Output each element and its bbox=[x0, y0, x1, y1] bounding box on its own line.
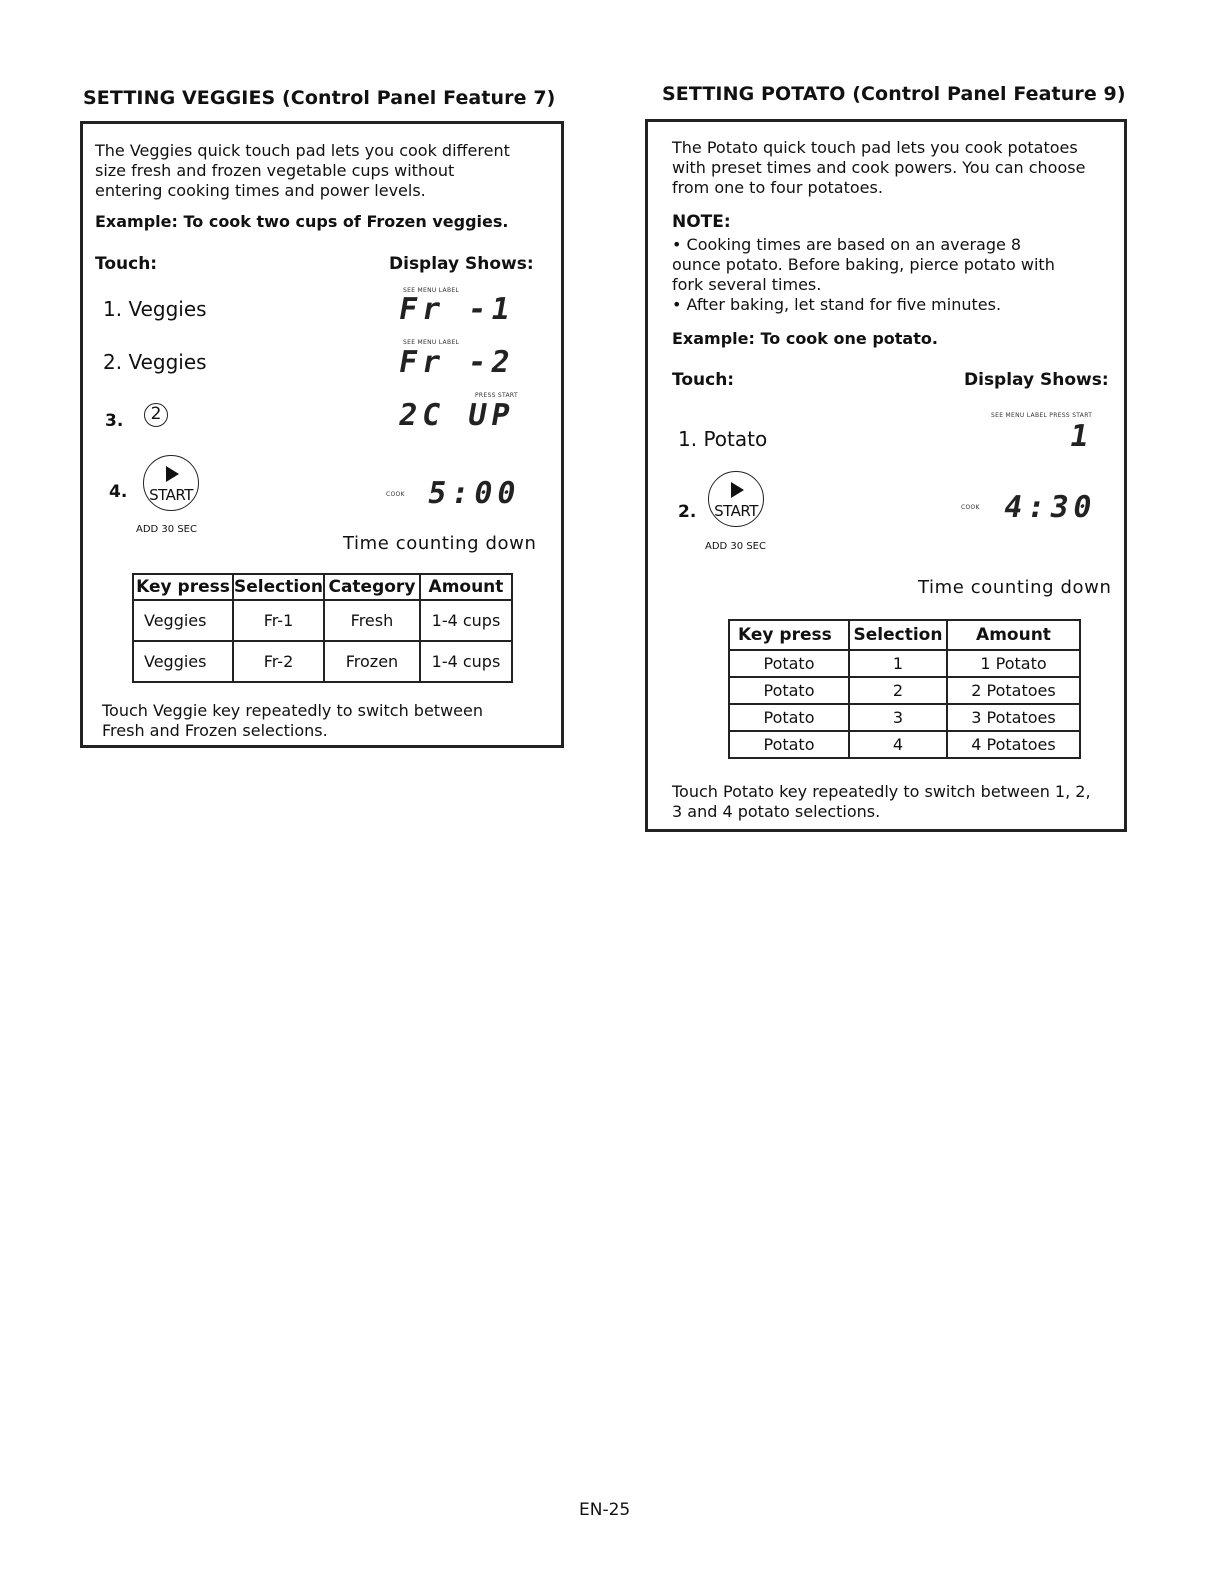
table-cell: Veggies bbox=[133, 600, 233, 641]
start-label: START bbox=[714, 502, 758, 520]
table-cell: 3 bbox=[849, 704, 947, 731]
table-header-row bbox=[729, 620, 1080, 650]
table-cell: Potato bbox=[729, 704, 849, 731]
table-header: Selection bbox=[849, 620, 947, 650]
table-cell: Potato bbox=[729, 731, 849, 758]
table-cell: Fr-1 bbox=[233, 600, 324, 641]
table-cell: 1 bbox=[849, 650, 947, 677]
number-2-key-icon: 2 bbox=[144, 403, 168, 427]
potato-intro-line-1: The Potato quick touch pad lets you cook potatoes bbox=[672, 138, 1078, 157]
veggies-intro-line-2: size fresh and frozen vegetable cups without bbox=[95, 161, 455, 180]
step-number: 3. bbox=[105, 411, 124, 431]
potato-note-line-3: fork several times. bbox=[672, 275, 822, 294]
veggies-table bbox=[132, 573, 513, 683]
table-cell: Frozen bbox=[324, 641, 420, 682]
lcd-display-step-2: 4:30 bbox=[1000, 490, 1100, 525]
table-row bbox=[729, 677, 1080, 704]
potato-intro-line-2: with preset times and cook powers. You can choose bbox=[672, 158, 1086, 177]
veggies-intro-line-3: entering cooking times and power levels. bbox=[95, 181, 426, 200]
veggies-section-title: SETTING VEGGIES (Control Panel Feature 7) bbox=[83, 87, 556, 109]
table-cell: 3 Potatoes bbox=[947, 704, 1080, 731]
potato-countdown-caption: Time counting down bbox=[918, 577, 1112, 598]
veggies-step-1 bbox=[103, 297, 207, 321]
table-cell: Veggies bbox=[133, 641, 233, 682]
table-cell: 4 bbox=[849, 731, 947, 758]
potato-note-heading: NOTE: bbox=[672, 212, 731, 232]
start-button-icon bbox=[143, 455, 199, 511]
table-cell: 2 Potatoes bbox=[947, 677, 1080, 704]
lcd-display-step-4: 5:00 bbox=[424, 476, 524, 511]
play-icon bbox=[166, 466, 179, 482]
table-row bbox=[133, 600, 512, 641]
veggies-display-heading: Display Shows: bbox=[389, 254, 534, 274]
cook-indicator: COOK bbox=[386, 491, 405, 498]
veggies-intro-line-1: The Veggies quick touch pad lets you cook different bbox=[95, 141, 510, 160]
table-cell: Fr-2 bbox=[233, 641, 324, 682]
step-number: 1. bbox=[678, 427, 698, 451]
potato-section-title: SETTING POTATO (Control Panel Feature 9) bbox=[662, 83, 1126, 105]
table-header: Amount bbox=[947, 620, 1080, 650]
table-cell: 2 bbox=[849, 677, 947, 704]
indicator-labels: SEE MENU LABEL PRESS START bbox=[991, 412, 1093, 419]
veggies-step-2 bbox=[103, 350, 207, 374]
step-number: 1. bbox=[103, 297, 123, 321]
table-header: Key press bbox=[729, 620, 849, 650]
table-header: Amount bbox=[420, 574, 512, 600]
veggies-countdown-caption: Time counting down bbox=[343, 533, 537, 554]
table-header: Key press bbox=[133, 574, 233, 600]
step-number: 4. bbox=[109, 482, 128, 502]
table-cell: 1-4 cups bbox=[420, 600, 512, 641]
lcd-display-step-1: 1 bbox=[1066, 419, 1097, 454]
potato-table bbox=[728, 619, 1081, 759]
potato-example: Example: To cook one potato. bbox=[672, 329, 938, 348]
potato-footer-line-1: Touch Potato key repeatedly to switch between 1, 2, bbox=[672, 782, 1091, 801]
table-cell: 4 Potatoes bbox=[947, 731, 1080, 758]
table-cell: 1-4 cups bbox=[420, 641, 512, 682]
table-row bbox=[133, 641, 512, 682]
press-start-indicator: PRESS START bbox=[475, 392, 518, 399]
add-30-sec-label: ADD 30 SEC bbox=[705, 541, 766, 552]
step-number: 2. bbox=[103, 350, 123, 374]
lcd-display-step-1: Fr -1 bbox=[395, 292, 518, 327]
table-cell: 1 Potato bbox=[947, 650, 1080, 677]
start-label: START bbox=[149, 486, 193, 504]
veggies-key-label: Veggies bbox=[128, 350, 207, 374]
potato-key-label: Potato bbox=[703, 427, 768, 451]
see-menu-label-indicator: SEE MENU LABEL bbox=[403, 339, 460, 346]
step-number: 2. bbox=[678, 502, 697, 522]
veggies-touch-heading: Touch: bbox=[95, 254, 158, 274]
potato-intro-line-3: from one to four potatoes. bbox=[672, 178, 883, 197]
table-cell: Potato bbox=[729, 677, 849, 704]
add-30-sec-label: ADD 30 SEC bbox=[136, 524, 197, 535]
table-row bbox=[729, 731, 1080, 758]
table-row bbox=[729, 704, 1080, 731]
potato-display-heading: Display Shows: bbox=[964, 370, 1109, 390]
start-button-icon bbox=[708, 471, 764, 527]
potato-touch-heading: Touch: bbox=[672, 370, 735, 390]
table-row bbox=[729, 650, 1080, 677]
play-icon bbox=[731, 482, 744, 498]
lcd-display-step-3: 2C UP bbox=[395, 398, 518, 433]
lcd-display-step-2: Fr -2 bbox=[395, 345, 518, 380]
potato-note-line-1: • Cooking times are based on an average 8 bbox=[672, 235, 1022, 254]
table-header-row bbox=[133, 574, 512, 600]
veggies-panel bbox=[80, 121, 564, 748]
veggies-footer-line-1: Touch Veggie key repeatedly to switch between bbox=[102, 701, 483, 720]
veggies-key-label: Veggies bbox=[128, 297, 207, 321]
potato-note-line-2: ounce potato. Before baking, pierce potato with bbox=[672, 255, 1055, 274]
page-number: EN-25 bbox=[579, 1500, 631, 1520]
potato-footer-line-2: 3 and 4 potato selections. bbox=[672, 802, 881, 821]
veggies-footer-line-2: Fresh and Frozen selections. bbox=[102, 721, 328, 740]
cook-indicator: COOK bbox=[961, 504, 980, 511]
potato-note-line-4: • After baking, let stand for five minutes. bbox=[672, 295, 1002, 314]
potato-step-1 bbox=[678, 427, 767, 451]
potato-panel bbox=[645, 119, 1127, 832]
table-cell: Potato bbox=[729, 650, 849, 677]
table-cell: Fresh bbox=[324, 600, 420, 641]
veggies-example: Example: To cook two cups of Frozen veggies. bbox=[95, 212, 509, 231]
see-menu-label-indicator: SEE MENU LABEL bbox=[403, 287, 460, 294]
table-header: Category bbox=[324, 574, 420, 600]
table-header: Selection bbox=[233, 574, 324, 600]
